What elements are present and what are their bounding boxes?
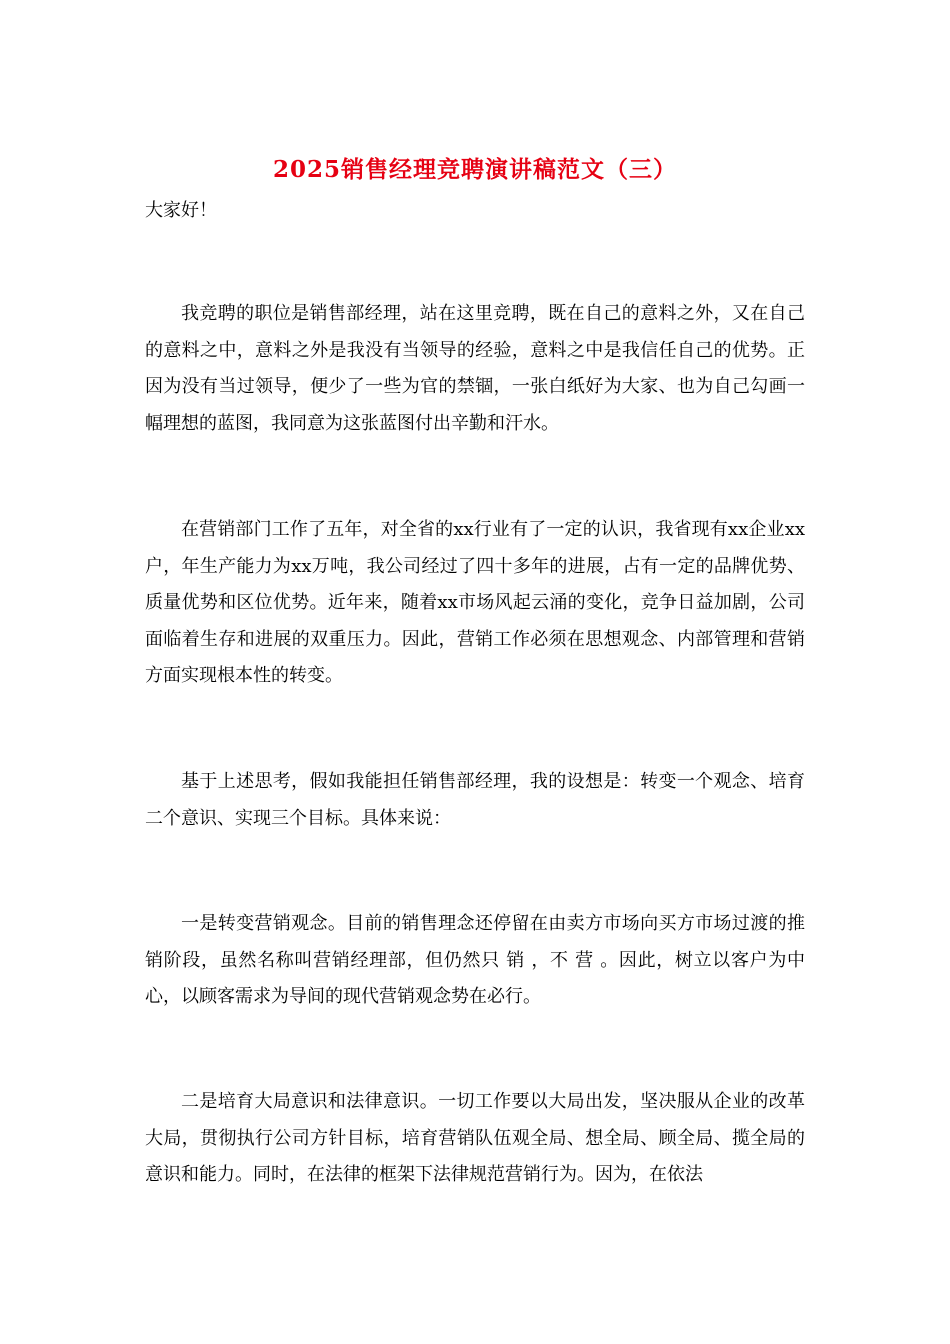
paragraph-5: 二是培育大局意识和法律意识。一切工作要以大局出发，坚决服从企业的改革大局，贯彻执行公司方针目标，培育营销队伍观全局、想全局、顾全局、揽全局的意识和能力。同时，在法律的框架下法律规范营销行为。因为，在依法 (145, 1091, 805, 1185)
document-title: 2025销售经理竞聘演讲稿范文（三） (272, 156, 677, 183)
paragraph-2: 在营销部门工作了五年，对全省的xx行业有了一定的认识，我省现有xx企业xx户，年生产能力为xx万吨，我公司经过了四十多年的进展，占有一定的品牌优势、质量优势和区位优势。近年来，随着xx市场风起云涌的变化，竞争日益加剧，公司面临着生存和进展的双重压力。因此，营销工作必须在思想观念、内部管理和营销方面实现根本性的转变。 (145, 519, 805, 686)
paragraph-4: 一是转变营销观念。目前的销售理念还停留在由卖方市场向买方市场过渡的推销阶段，虽然名称叫营销经理部，但仍然只 销 ，不 营 。因此，树立以客户为中心，以顾客需求为导间的现代营销观念势在必行。 (145, 913, 805, 1007)
paragraph-1: 我竞聘的职位是销售部经理，站在这里竞聘，既在自己的意料之外，又在自己的意料之中，意料之外是我没有当领导的经验，意料之中是我信任自己的优势。正因为没有当过领导，便少了一些为官的禁锢，一张白纸好为大家、也为自己勾画一幅理想的蓝图，我同意为这张蓝图付出辛勤和汗水。 (145, 303, 805, 434)
greeting-line: 大家好！ (145, 200, 217, 221)
paragraph-3: 基于上述思考，假如我能担任销售部经理，我的设想是：转变一个观念、培育二个意识、实现三个目标。具体来说： (145, 771, 805, 829)
